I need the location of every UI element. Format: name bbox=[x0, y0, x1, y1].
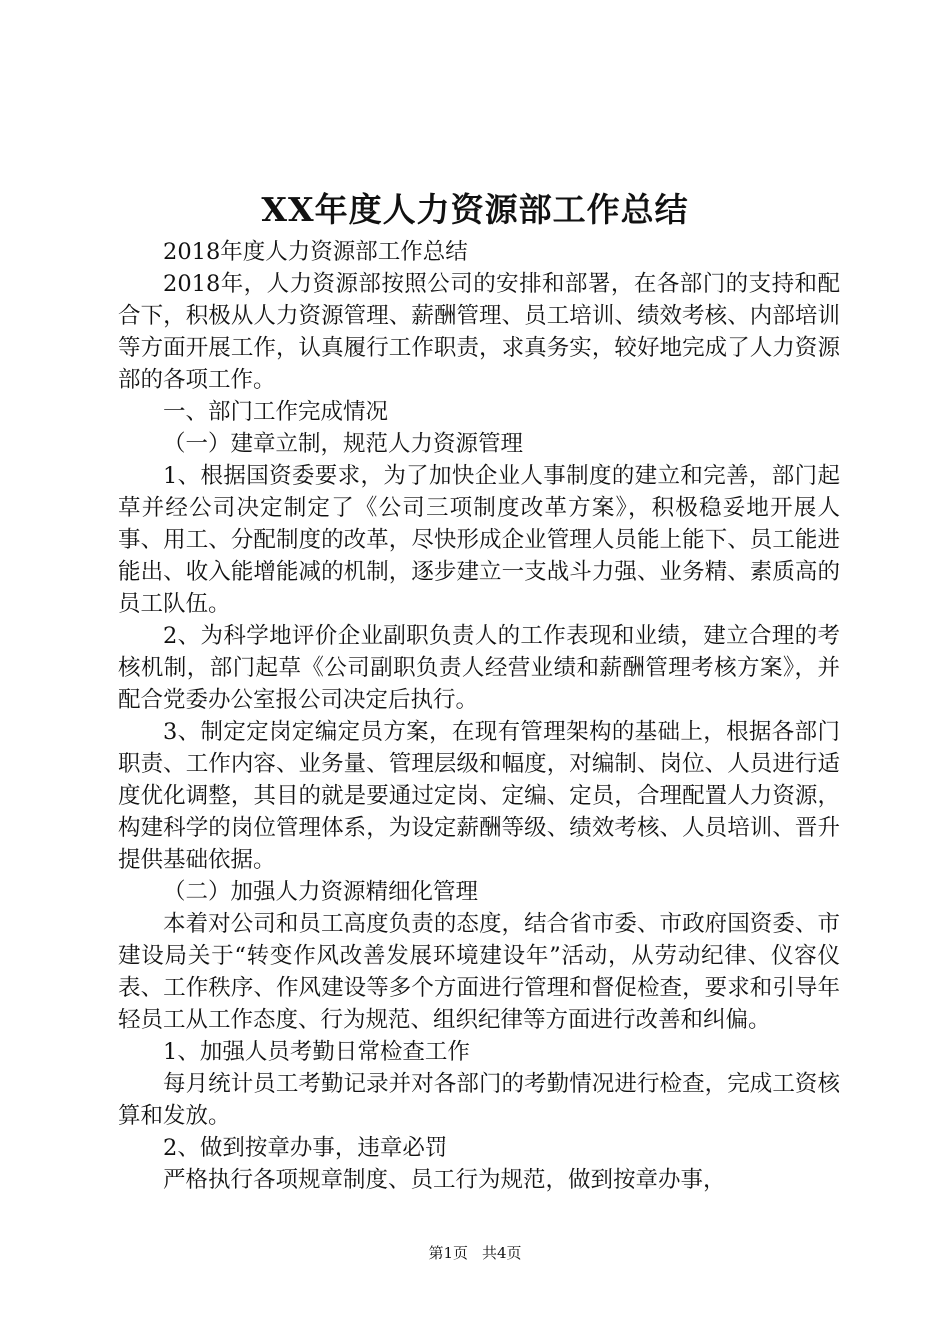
document-title: XX年度人力资源部工作总结 bbox=[261, 190, 689, 229]
item-heading-attendance: 1、加强人员考勤日常检查工作 bbox=[163, 1039, 470, 1065]
document-body bbox=[118, 236, 840, 1196]
item-heading-rules: 2、做到按章办事，违章必罚 bbox=[163, 1135, 448, 1161]
item-paragraph-2: 2、为科学地评价企业副职负责人的工作表现和业绩，建立合理的考核机制，部门起草《公司副职负责人经营业绩和薪酬管理考核方案》，并配合党委办公室报公司决定后执行。 bbox=[118, 623, 840, 713]
section-heading-1: 一、部门工作完成情况 bbox=[163, 399, 389, 425]
page-total: 共4页 bbox=[482, 1244, 522, 1262]
item-paragraph-1: 1、根据国资委要求，为了加快企业人事制度的建立和完善，部门起草并经公司决定制定了《公司三项制度改革方案》，积极稳妥地开展人事、用工、分配制度的改革，尽快形成企业管理人员能上能下、员工能进能出、收入能增能减的机制，逐步建立一支战斗力强、业务精、素质高的员工队伍。 bbox=[118, 463, 840, 617]
rules-paragraph: 严格执行各项规章制度、员工行为规范，做到按章办事， bbox=[163, 1167, 726, 1193]
subsection-heading-2: （二）加强人力资源精细化管理 bbox=[163, 879, 479, 905]
page-number: 第1页 bbox=[428, 1244, 468, 1262]
document-subtitle-paragraph: 2018年度人力资源部工作总结 bbox=[163, 239, 468, 265]
attendance-paragraph: 每月统计员工考勤记录并对各部门的考勤情况进行检查，完成工资核算和发放。 bbox=[118, 1071, 840, 1129]
page-footer bbox=[0, 1243, 950, 1263]
subsection-heading-1: （一）建章立制，规范人力资源管理 bbox=[163, 431, 524, 457]
item-paragraph-3: 3、制定定岗定编定员方案，在现有管理架构的基础上，根据各部门职责、工作内容、业务量、管理层级和幅度，对编制、岗位、人员进行适度优化调整，其目的就是要通过定岗、定编、定员，合理配置人力资源，构建科学的岗位管理体系，为设定薪酬等级、绩效考核、人员培训、晋升提供基础依据。 bbox=[118, 719, 840, 873]
body-paragraph: 本着对公司和员工高度负责的态度，结合省市委、市政府国资委、市建设局关于“转变作风改善发展环境建设年”活动，从劳动纪律、仪容仪表、工作秩序、作风建设等多个方面进行管理和督促检查，要求和引导年轻员工从工作态度、行为规范、组织纪律等方面进行改善和纠偏。 bbox=[118, 911, 840, 1033]
intro-paragraph: 2018年，人力资源部按照公司的安排和部署，在各部门的支持和配合下，积极从人力资源管理、薪酬管理、员工培训、绩效考核、内部培训等方面开展工作，认真履行工作职责，求真务实，较好地完成了人力资源部的各项工作。 bbox=[118, 271, 840, 393]
